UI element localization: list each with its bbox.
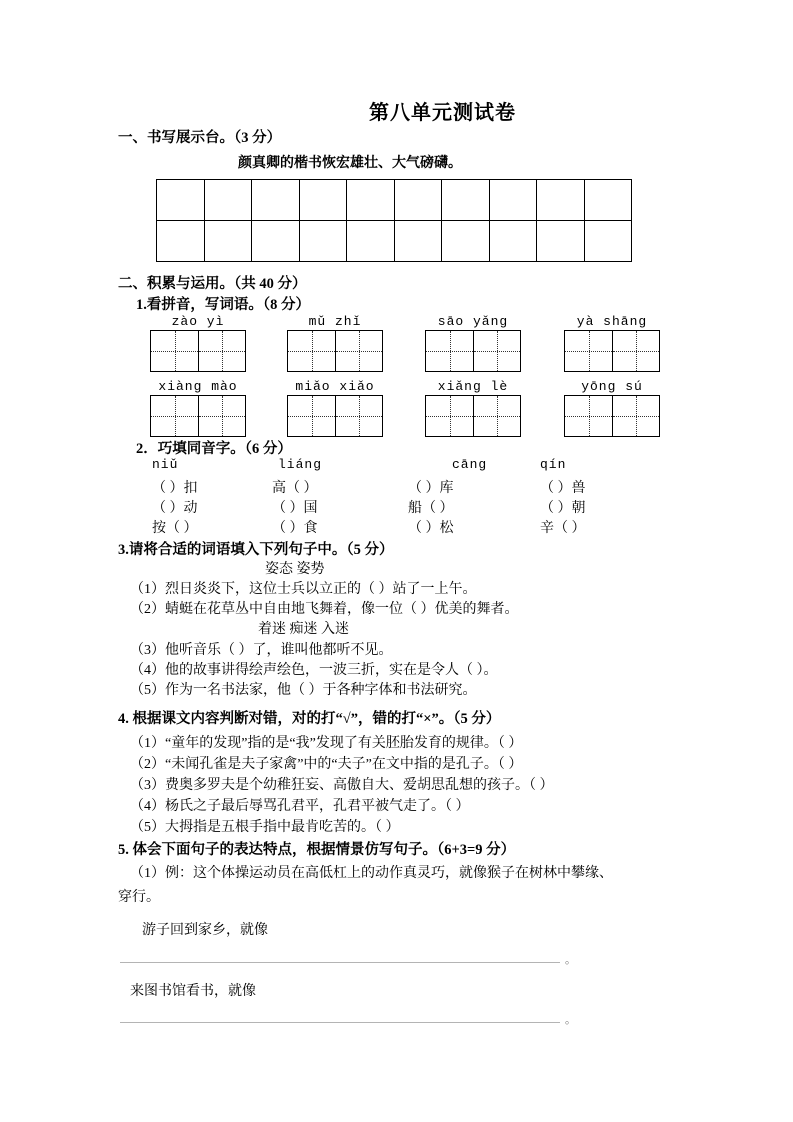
pinyin-label: yà shāng — [576, 314, 648, 329]
handwriting-grid-cell[interactable] — [347, 180, 395, 221]
pinyin-word-box-group — [143, 313, 253, 372]
pinyin-label: miǎo xiǎo — [295, 379, 375, 394]
homophone-blank-item[interactable]: （ ）兽 — [540, 481, 586, 496]
answer-line-2[interactable] — [120, 1022, 560, 1023]
handwriting-prompt-sentence: 颜真卿的楷书恢宏雄壮、大气磅礴。 — [238, 156, 462, 171]
homophone-pinyin-header: liáng — [278, 457, 323, 472]
question-3-item[interactable]: （3）他听音乐（ ）了，谁叫他都听不见。 — [130, 643, 393, 658]
question-4-item[interactable]: （2）“未闻孔雀是夫子家禽”中的“夫子”在文中指的是孔子。（ ） — [130, 757, 523, 772]
question-3-item[interactable]: （5）作为一名书法家，他（ ）于各种字体和书法研究。 — [130, 683, 477, 698]
section-2-heading: 二、积累与运用。（共 40 分） — [118, 276, 307, 292]
pinyin-label: xiàng mào — [158, 379, 238, 394]
word-bank-2: 着迷 痴迷 入迷 — [258, 622, 349, 637]
character-box-cell[interactable] — [335, 396, 382, 436]
character-box-cell[interactable] — [335, 331, 382, 371]
handwriting-grid-cell[interactable] — [442, 180, 490, 221]
question-2-heading: 2．巧填同音字。（6 分） — [136, 441, 292, 457]
answer-line-1[interactable] — [120, 962, 560, 963]
homophone-blank-item[interactable]: 船（ ） — [408, 501, 454, 516]
character-box[interactable] — [287, 330, 383, 372]
handwriting-grid-cell[interactable] — [537, 180, 585, 221]
homophone-blank-item[interactable]: （ ）松 — [408, 521, 454, 536]
character-box-cell[interactable] — [565, 331, 612, 371]
character-box[interactable] — [425, 330, 521, 372]
page-title — [0, 96, 793, 125]
pinyin-word-box-group — [143, 378, 253, 437]
character-box-cell[interactable] — [473, 331, 520, 371]
section-1-heading: 一、书写展示台。（3 分） — [118, 130, 282, 146]
question-3-item[interactable]: （2）蜻蜓在花草丛中自由地飞舞着，像一位（ ）优美的舞者。 — [130, 602, 519, 617]
pinyin-word-box-group — [418, 313, 528, 372]
handwriting-grid-cell[interactable] — [205, 180, 253, 221]
question-4-item[interactable]: （5）大拇指是五根手指中最肯吃苦的。（ ） — [130, 820, 400, 835]
handwriting-grid-cell[interactable] — [300, 180, 348, 221]
character-box-cell[interactable] — [426, 396, 473, 436]
pinyin-word-box-group — [557, 378, 667, 437]
question-4-item[interactable]: （1）“童年的发现”指的是“我”发现了有关胚胎发育的规律。（ ） — [130, 736, 523, 751]
answer-line-2-period: 。 — [565, 1014, 576, 1026]
handwriting-grid-cell[interactable] — [252, 221, 300, 262]
pinyin-word-box-group — [418, 378, 528, 437]
pinyin-word-box-group — [280, 378, 390, 437]
character-box-cell[interactable] — [426, 331, 473, 371]
question-4-item[interactable]: （3）费奥多罗夫是个幼稚狂妄、高傲自大、爱胡思乱想的孩子。（ ） — [130, 778, 554, 793]
question-5-prompt-2: 来图书馆看书，就像 — [130, 984, 256, 999]
handwriting-grid-cell[interactable] — [252, 180, 300, 221]
character-box-cell[interactable] — [565, 396, 612, 436]
question-5-heading: 5. 体会下面句子的表达特点，根据情景仿写句子。（6+3=9 分） — [118, 842, 516, 858]
homophone-pinyin-header: niǔ — [152, 457, 179, 472]
question-3-item[interactable]: （1）烈日炎炎下，这位士兵以立正的（ ）站了一上午。 — [130, 582, 477, 597]
homophone-blank-item[interactable]: 按（ ） — [152, 521, 198, 536]
question-4-heading: 4. 根据课文内容判断对错，对的打“√”，错的打“×”。（5 分） — [118, 711, 501, 727]
handwriting-grid-cell[interactable] — [205, 221, 253, 262]
handwriting-grid-cell[interactable] — [157, 221, 205, 262]
character-box[interactable] — [150, 395, 246, 437]
answer-line-1-period: 。 — [565, 954, 576, 966]
question-5-example-line-2: 穿行。 — [118, 890, 160, 905]
handwriting-grid-cell[interactable] — [585, 221, 633, 262]
pinyin-word-box-group — [280, 313, 390, 372]
handwriting-grid-cell[interactable] — [442, 221, 490, 262]
question-1-heading: 1.看拼音，写词语。（8 分） — [136, 297, 310, 313]
character-box-cell[interactable] — [198, 396, 245, 436]
character-box-cell[interactable] — [288, 396, 335, 436]
homophone-pinyin-header: cāng — [452, 457, 488, 472]
question-3-item[interactable]: （4）他的故事讲得绘声绘色，一波三折，实在是令人（ ）。 — [130, 663, 498, 678]
character-box[interactable] — [564, 330, 660, 372]
character-box[interactable] — [564, 395, 660, 437]
question-5-prompt-1: 游子回到家乡，就像 — [142, 923, 268, 938]
question-3-heading: 3.请将合适的词语填入下列句子中。（5 分） — [118, 542, 394, 558]
character-box[interactable] — [150, 330, 246, 372]
handwriting-grid-cell[interactable] — [537, 221, 585, 262]
handwriting-grid-cell[interactable] — [490, 180, 538, 221]
homophone-blank-item[interactable]: （ ）食 — [272, 521, 318, 536]
handwriting-grid-cell[interactable] — [395, 221, 443, 262]
character-box[interactable] — [425, 395, 521, 437]
homophone-blank-item[interactable]: （ ）朝 — [540, 501, 586, 516]
homophone-blank-item[interactable]: 辛（ ） — [540, 521, 586, 536]
handwriting-grid-cell[interactable] — [585, 180, 633, 221]
handwriting-grid[interactable] — [156, 179, 632, 262]
handwriting-grid-cell[interactable] — [490, 221, 538, 262]
question-4-item[interactable]: （4）杨氏之子最后辱骂孔君平，孔君平被气走了。（ ） — [130, 799, 470, 814]
pinyin-label: yōng sú — [581, 379, 643, 394]
pinyin-word-box-group — [557, 313, 667, 372]
pinyin-label: xiǎng lè — [437, 379, 509, 394]
pinyin-label: sāo yǎng — [437, 314, 509, 329]
handwriting-grid-cell[interactable] — [347, 221, 395, 262]
handwriting-grid-cell[interactable] — [157, 180, 205, 221]
homophone-blank-item[interactable]: 高（ ） — [272, 481, 318, 496]
character-box-cell[interactable] — [151, 396, 198, 436]
question-5-example-line-1: （1）例：这个体操运动员在高低杠上的动作真灵巧，就像猴子在树林中攀缘、 — [130, 866, 613, 881]
homophone-blank-item[interactable]: （ ）动 — [152, 501, 198, 516]
pinyin-label: zào yì — [171, 314, 225, 329]
character-box-cell[interactable] — [151, 331, 198, 371]
character-box-cell[interactable] — [288, 331, 335, 371]
homophone-blank-item[interactable]: （ ）扣 — [152, 481, 198, 496]
page-title-text: 第八单元测试卷 — [369, 102, 516, 124]
pinyin-label: mǔ zhǐ — [308, 314, 362, 329]
handwriting-grid-cell[interactable] — [395, 180, 443, 221]
word-bank-1: 姿态 姿势 — [265, 562, 325, 577]
homophone-blank-item[interactable]: （ ）国 — [272, 501, 318, 516]
character-box-cell[interactable] — [198, 331, 245, 371]
homophone-pinyin-header: qín — [540, 457, 567, 472]
character-box-cell[interactable] — [612, 396, 659, 436]
character-box-cell[interactable] — [473, 396, 520, 436]
character-box[interactable] — [287, 395, 383, 437]
character-box-cell[interactable] — [612, 331, 659, 371]
handwriting-grid-cell[interactable] — [300, 221, 348, 262]
homophone-blank-item[interactable]: （ ）库 — [408, 481, 454, 496]
